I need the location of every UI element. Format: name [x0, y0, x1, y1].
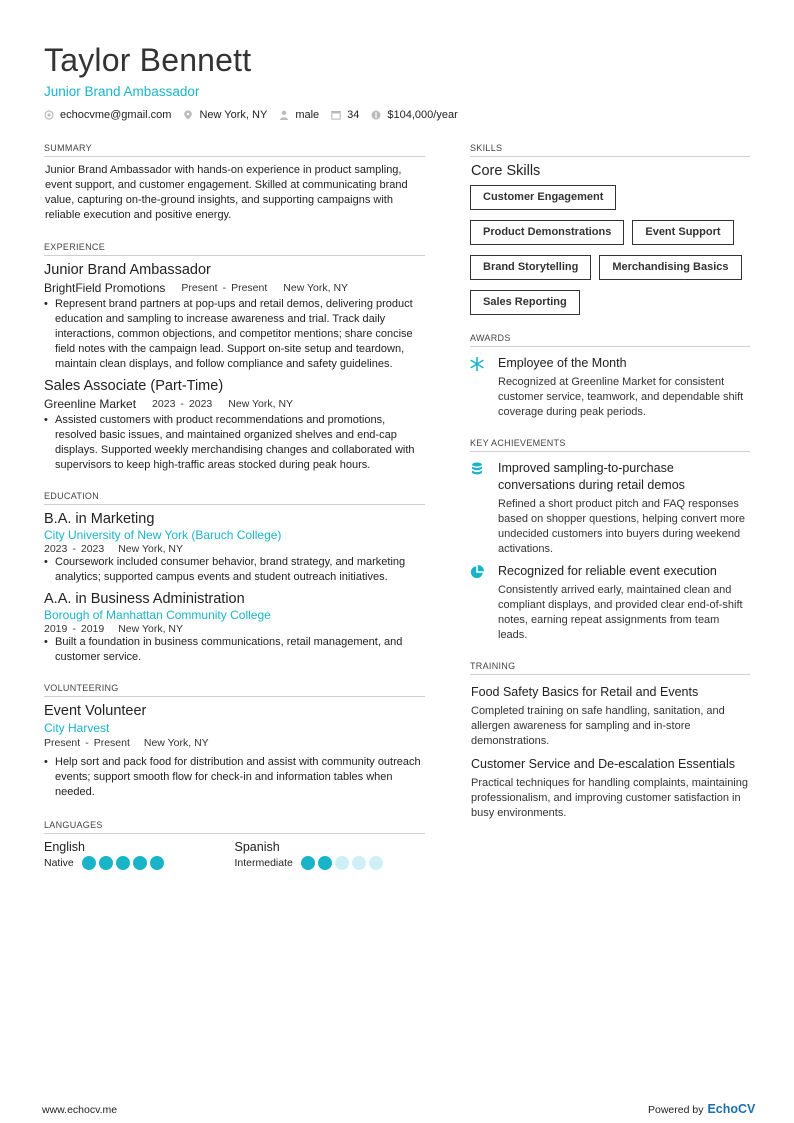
training-item [470, 684, 750, 749]
vol-start: Present [44, 737, 81, 749]
job-company: BrightField Promotions [44, 281, 166, 295]
gender-text: male [295, 109, 320, 121]
awards-heading: AWARDS [470, 333, 750, 347]
education-heading: EDUCATION [44, 491, 425, 505]
sparkle-icon [470, 355, 484, 376]
training-heading: TRAINING [470, 661, 750, 675]
edu-location: New York, NY [118, 543, 183, 555]
salary-icon [371, 110, 381, 120]
contact-location [183, 109, 267, 121]
job-title: Sales Associate (Part-Time) [44, 378, 224, 394]
award-description: Recognized at Greenline Market for consistent customer service, teamwork, and dependable shift coverage during peak periods. [498, 376, 744, 418]
rating-dot-filled [82, 856, 96, 870]
degree-title: A.A. in Business Administration [44, 591, 245, 607]
training-title: Food Safety Basics for Retail and Events [471, 685, 699, 699]
email-icon [44, 110, 54, 120]
training-item [470, 756, 750, 821]
candidate-name: Taylor Bennett [44, 42, 252, 78]
skill-chip: Brand Storytelling [470, 255, 591, 280]
languages-list [44, 840, 425, 870]
job-description: Assisted customers with product recommendations and promotions, resolved basic issues, and maintained organized shelves and end-cap displays. Supported weekly merchandising changes and collaborated with supervisors to keep high-traffic areas stocked during peak hours. [55, 414, 415, 471]
languages-heading: LANGUAGES [44, 820, 425, 834]
email-text: echocvme@gmail.com [60, 109, 172, 121]
volunteering-item: Event Volunteer City Harvest Present - Present New York, NY • Help sort and pack food for distribution and assist with community outreach events; support smooth flow for check-in and information tables when needed. [44, 703, 425, 800]
degree-title: B.A. in Marketing [44, 511, 155, 527]
skill-chip: Sales Reporting [470, 290, 580, 315]
edu-start: 2023 [44, 543, 68, 555]
experience-heading: EXPERIENCE [44, 242, 425, 256]
rating-dot-filled [301, 856, 315, 870]
edu-end: 2023 [80, 543, 105, 555]
echocv-logo[interactable]: EchoCV [707, 1102, 756, 1116]
rating-dot-empty [352, 856, 366, 870]
job-start: Present [181, 282, 218, 294]
edu-location: New York, NY [118, 623, 183, 635]
award-item [470, 355, 750, 420]
language-name: English [44, 840, 85, 854]
training-description: Completed training on safe handling, sanitation, and allergen awareness for sampling and in-store demonstrations. [471, 705, 725, 747]
job-location: New York, NY [283, 282, 349, 294]
achievements-heading: KEY ACHIEVEMENTS [470, 438, 750, 452]
volunteer-org: City Harvest [44, 721, 110, 735]
language-item [44, 840, 235, 870]
job-start: 2023 [152, 398, 176, 410]
award-title: Employee of the Month [498, 356, 627, 370]
language-level: Native [44, 857, 74, 869]
contact-salary [371, 109, 457, 121]
edu-end: 2019 [80, 623, 105, 635]
skill-group-title: Core Skills [471, 163, 541, 179]
achievement-item [470, 563, 750, 643]
skill-chip: Merchandising Basics [599, 255, 741, 280]
summary-text: Junior Brand Ambassador with hands-on experience in product sampling, event support, and customer engagement. Skilled at communicating brand value, capturing on-the-ground insights, and supporting campaigns with reliable execution and positive energy. [45, 164, 408, 221]
training-description: Practical techniques for handling complaints, maintaining professionalism, and improving customer satisfaction in busy environments. [471, 777, 748, 819]
school-name: City University of New York (Baruch College) [44, 528, 282, 542]
vol-end: Present [93, 737, 130, 749]
left-column [44, 143, 425, 870]
edu-start: 2019 [44, 623, 68, 635]
database-icon [470, 460, 484, 481]
footer-powered-by [648, 1102, 755, 1116]
age-text: 34 [347, 109, 360, 121]
rating-dot-filled [133, 856, 147, 870]
date-separator: - [180, 398, 184, 410]
training-title: Customer Service and De-escalation Essentials [471, 757, 736, 771]
school-name: Borough of Manhattan Community College [44, 608, 271, 622]
date-separator: - [222, 282, 227, 294]
achievement-title: Recognized for reliable event execution [498, 564, 717, 578]
job-company: Greenline Market [44, 397, 137, 411]
contact-bar [44, 109, 470, 121]
rating-dot-filled [99, 856, 113, 870]
right-column [470, 143, 750, 821]
language-name: Spanish [234, 840, 280, 854]
job-end: Present [231, 282, 268, 294]
language-level: Intermediate [234, 857, 293, 869]
rating-dot-empty [369, 856, 383, 870]
footer-website-link[interactable]: www.echocv.me [42, 1104, 118, 1116]
summary-heading: SUMMARY [44, 143, 425, 157]
contact-gender [279, 109, 319, 121]
language-rating [82, 856, 167, 870]
language-rating [301, 856, 386, 870]
job-location: New York, NY [228, 398, 294, 410]
contact-age [331, 109, 359, 121]
date-separator: - [72, 543, 76, 555]
edu-description: Coursework included consumer behavior, brand strategy, and marketing analytics; supported campus events and student outreach initiatives. [55, 556, 406, 583]
job-description: Represent brand partners at pop-ups and retail demos, delivering product education and sampling to increase awareness and trial. Track daily interactions, common objections, and competitor mentions; share concise field notes with the campaign lead. Support on-site setup and teardown, maintain clean displays, and follow compliance and safety guidelines. [55, 298, 413, 370]
education-item: A.A. in Business Administration Borough of Manhattan Community College 2019 - 2019 New York, NY • Built a foundation in business communications, retail management, and customer service. [44, 591, 425, 665]
date-separator: - [72, 623, 76, 635]
candidate-title: Junior Brand Ambassador [44, 84, 200, 99]
person-icon [279, 110, 289, 120]
powered-by-text: Powered by [648, 1104, 704, 1116]
skill-chip: Customer Engagement [470, 185, 616, 210]
language-item [235, 840, 426, 870]
rating-dot-filled [318, 856, 332, 870]
calendar-icon [331, 110, 341, 120]
volunteer-description: Help sort and pack food for distribution and assist with community outreach events; support smooth flow for check-in and information tables when needed. [55, 756, 421, 798]
achievement-description: Refined a short product pitch and FAQ responses based on shopper questions, helping convert more undecided customers into buyers during weekend activations. [498, 498, 746, 555]
contact-email[interactable] [44, 109, 171, 121]
edu-description: Built a foundation in business communications, retail management, and customer service. [55, 636, 403, 663]
skill-chip: Product Demonstrations [470, 220, 624, 245]
location-text: New York, NY [199, 109, 268, 121]
date-separator: - [85, 737, 89, 749]
rating-dot-filled [150, 856, 164, 870]
location-pin-icon [183, 110, 193, 120]
skills-list [470, 185, 750, 325]
job-title: Junior Brand Ambassador [44, 262, 211, 278]
achievement-item [470, 460, 750, 557]
experience-item: Junior Brand Ambassador BrightField Promotions Present - Present New York, NY • Represent brand partners at pop-ups and retail demos, delivering product education and sampling to increase awareness and trial. Track daily interactions, common objections, and competitor mentions; share concise field notes with the campaign lead. Support on-site setup and teardown, maintain clean displays, and follow compliance and safety guidelines. [44, 262, 425, 372]
achievement-description: Consistently arrived early, maintained clean and compliant displays, and provided clear end-of-shift notes, earning repeat assignments from team leads. [498, 584, 743, 641]
salary-text: $104,000/year [387, 109, 458, 121]
skills-heading: SKILLS [470, 143, 750, 157]
volunteer-title: Event Volunteer [44, 703, 147, 719]
vol-location: New York, NY [143, 737, 209, 749]
job-end: 2023 [188, 398, 213, 410]
rating-dot-empty [335, 856, 349, 870]
pie-chart-icon [470, 563, 484, 584]
education-item: B.A. in Marketing City University of New York (Baruch College) 2023 - 2023 New York, NY • Coursework included consumer behavior, brand strategy, and marketing analytics; supported campus events and student outreach initiatives. [44, 511, 425, 585]
achievement-title: Improved sampling-to-purchase conversations during retail demos [498, 461, 685, 492]
skill-chip: Event Support [632, 220, 733, 245]
rating-dot-filled [116, 856, 130, 870]
experience-item: Sales Associate (Part-Time) Greenline Market 2023 - 2023 New York, NY • Assisted customers with product recommendations and promotions, resolved basic issues, and maintained organized shelves and end-cap displays. Supported weekly merchandising changes and collaborated with supervisors to keep high-traffic areas stocked during peak hours. [44, 378, 425, 473]
volunteering-heading: VOLUNTEERING [44, 683, 425, 697]
